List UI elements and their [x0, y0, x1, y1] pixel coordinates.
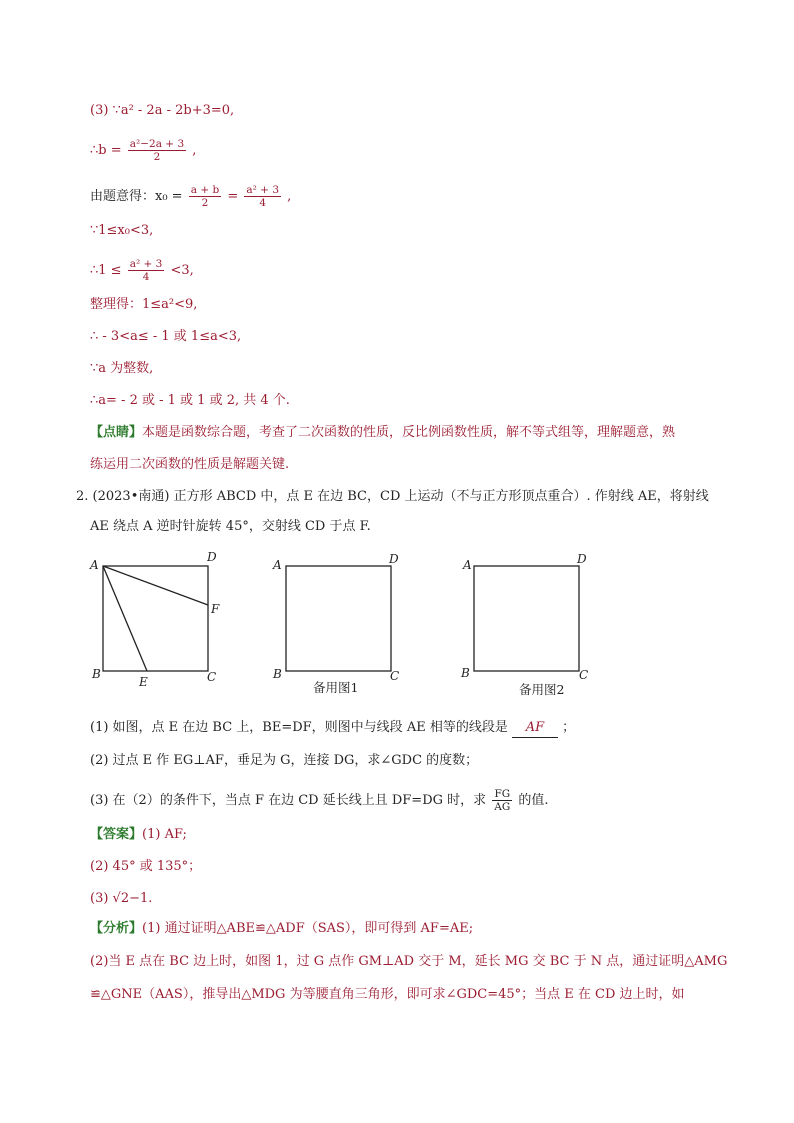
label-a: A: [463, 558, 472, 572]
subquestion-3-suffix: 的值.: [518, 793, 549, 808]
square-backup-2: [474, 566, 579, 671]
solution-line-1: (3) ∵a² - 2a - 2b+3=0,: [90, 103, 235, 118]
square-backup-1: [286, 566, 391, 671]
equals: =: [227, 189, 239, 204]
fraction: $\frac{\text{a² + 3}}{4}$: [129, 258, 163, 283]
fraction: $\frac{FG}{AG}$: [494, 788, 511, 813]
expr-suffix: ,: [287, 189, 292, 204]
expr-prefix: 由题意得：x₀ =: [90, 189, 183, 204]
comment-text: 本题是函数综合题，考查了二次函数的性质，反比例函数性质，解不等式组等，理解题意，熟: [142, 425, 676, 440]
label-c: C: [390, 669, 400, 683]
subquestion-3-text: (3) 在（2）的条件下，当点 F 在边 CD 延长线上且 DF=DG 时，求: [90, 793, 487, 808]
solution-line-9: ∴a= - 2 或 - 1 或 1 或 2, 共 4 个.: [90, 393, 290, 408]
analysis-line-3: ≌△GNE（AAS），推导出△MDG 为等腰直角三角形，即可求∠GDC=45°；当点 E 在 CD 边上时，如: [90, 987, 685, 1002]
square-abcd: [103, 566, 208, 671]
label-d: D: [577, 552, 587, 566]
label-f: F: [211, 602, 220, 616]
subquestion-3: [90, 788, 549, 813]
segment-af: [103, 566, 208, 605]
label-c: C: [579, 668, 589, 682]
figure-backup-1: [286, 566, 391, 671]
label-c: C: [207, 670, 217, 684]
segment-ae: [103, 566, 147, 671]
question-2-line-2: AE 绕点 A 逆时针旋转 45°，交射线 CD 于点 F.: [90, 519, 371, 534]
solution-line-4: ∵1≤x₀<3,: [90, 223, 154, 238]
comment-line-2: 练运用二次函数的性质是解题关键.: [90, 457, 290, 472]
label-b: B: [273, 667, 282, 681]
expr-suffix: ,: [192, 143, 197, 158]
expr-suffix: <3,: [170, 263, 194, 278]
answer-blank: AF: [512, 719, 558, 738]
solution-line-6: 整理得：1≤a²<9,: [90, 297, 198, 312]
fraction: $\frac{a + b}{2}$: [190, 184, 220, 209]
solution-line-7: ∴ - 3<a≤ - 1 或 1≤a<3,: [90, 329, 242, 344]
answer-1: (1) AF;: [142, 827, 187, 842]
comment-tag: 【点睛】: [90, 425, 143, 440]
label-e: E: [139, 675, 148, 689]
caption-backup-2: 备用图2: [519, 682, 565, 697]
analysis-line-1: [90, 920, 473, 938]
subquestion-2: (2) 过点 E 作 EG⊥AF，垂足为 G，连接 DG，求∠GDC 的度数；: [90, 753, 479, 768]
label-b: B: [92, 667, 101, 681]
fraction: $\frac{\text{a² + 3}}{4}$: [246, 184, 279, 209]
analysis-tag: 【分析】: [90, 921, 143, 936]
analysis-line-2: (2)当 E 点在 BC 边上时，如图 1，过 G 点作 GM⊥AD 交于 M，延长 MG 交 BC 于 N 点，通过证明△AMG: [90, 954, 728, 969]
answer-line-3: (3) √2−1.: [90, 891, 153, 906]
answer-tag: 【答案】: [90, 827, 143, 842]
expr-prefix: ∴b =: [90, 143, 122, 158]
figure-backup-2: [474, 566, 579, 671]
subquestion-1-suffix: ；: [562, 720, 576, 735]
fraction: $\frac{\text{a²−2a + 3}}{2}$: [129, 138, 185, 163]
label-d: D: [207, 550, 217, 564]
label-a: A: [90, 558, 99, 572]
analysis-text: (1) 通过证明△ABE≌△ADF（SAS），即可得到 AF=AE;: [142, 921, 474, 936]
label-a: A: [273, 558, 282, 572]
answer-line-2: (2) 45° 或 135°；: [90, 859, 202, 874]
caption-backup-1: 备用图1: [313, 680, 359, 695]
answer-line-1: [90, 826, 187, 844]
label-b: B: [461, 666, 470, 680]
figure-main: [103, 566, 208, 671]
question-2-line-1: 2. (2023•南通) 正方形 ABCD 中，点 E 在边 BC，CD 上运动（不与正方形顶点重合）. 作射线 AE，将射线: [76, 489, 709, 504]
subquestion-1-text: (1) 如图，点 E 在边 BC 上，BE=DF，则图中与线段 AE 相等的线段是: [90, 720, 508, 735]
subquestion-1: [90, 719, 575, 738]
label-d: D: [389, 552, 399, 566]
solution-line-8: ∵a 为整数,: [90, 361, 154, 376]
expr-prefix: ∴1 ≤: [90, 263, 122, 278]
